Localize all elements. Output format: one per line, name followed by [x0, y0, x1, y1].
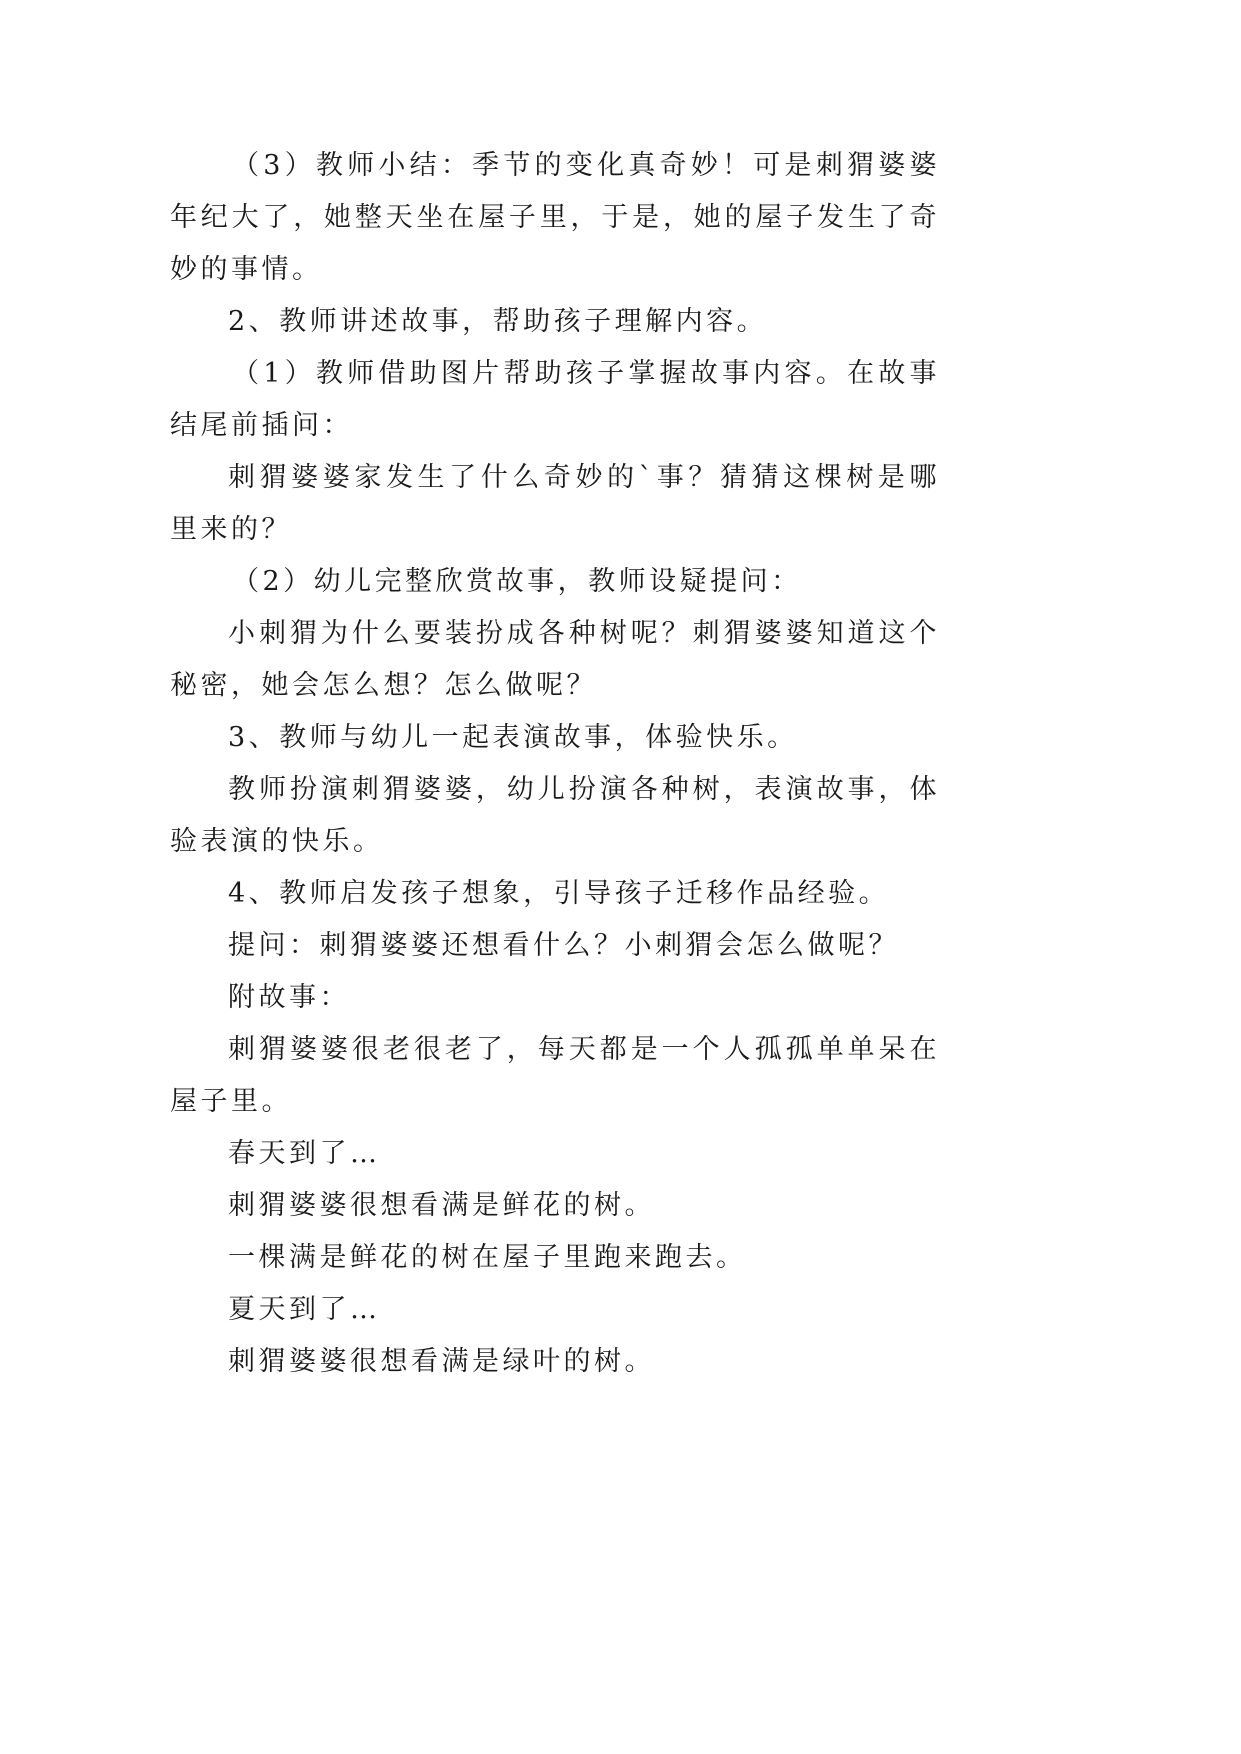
paragraph-step-2-1: （1）教师借助图片帮助孩子掌握故事内容。在故事结尾前插问： — [170, 358, 940, 441]
paragraph-appendix-heading: 附故事： — [228, 982, 350, 1013]
paragraph-step-2-2: （2）幼儿完整欣赏故事，教师设疑提问： — [232, 566, 802, 597]
paragraph-story-3: 刺猬婆婆很想看满是鲜花的树。 — [228, 1190, 655, 1221]
paragraph-story-4: 一棵满是鲜花的树在屋子里跑来跑去。 — [228, 1242, 747, 1273]
paragraph-question-1: 刺猬婆婆家发生了什么奇妙的`事？猜猜这棵树是哪里来的？ — [170, 462, 940, 545]
paragraph-story-1: 刺猬婆婆很老很老了，每天都是一个人孤孤单单呆在屋子里。 — [170, 1034, 940, 1117]
paragraph-story-2: 春天到了… — [228, 1138, 381, 1169]
paragraph-step-4: 4、教师启发孩子想象，引导孩子迁移作品经验。 — [228, 878, 890, 909]
paragraph-question-2: 小刺猬为什么要装扮成各种树呢？刺猬婆婆知道这个秘密，她会怎么想？怎么做呢？ — [170, 618, 940, 701]
paragraph-story-5: 夏天到了… — [228, 1294, 381, 1325]
paragraph-step-2: 2、教师讲述故事，帮助孩子理解内容。 — [228, 306, 768, 337]
document-page — [170, 140, 940, 1388]
paragraph-question-3: 提问：刺猬婆婆还想看什么？小刺猬会怎么做呢？ — [228, 930, 899, 961]
paragraph-performance: 教师扮演刺猬婆婆，幼儿扮演各种树，表演故事，体验表演的快乐。 — [170, 774, 940, 857]
paragraph-story-6: 刺猬婆婆很想看满是绿叶的树。 — [228, 1346, 655, 1377]
paragraph-step-3: 3、教师与幼儿一起表演故事，体验快乐。 — [228, 722, 798, 753]
paragraph-teacher-summary: （3）教师小结：季节的变化真奇妙！可是刺猬婆婆年纪大了，她整天坐在屋子里，于是，她的屋子发生了奇妙的事情。 — [170, 150, 940, 285]
